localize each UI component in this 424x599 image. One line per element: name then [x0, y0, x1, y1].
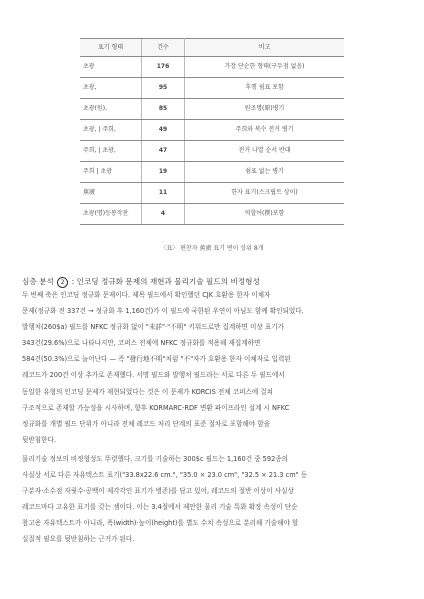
table-cell-form: 초광, — [80, 78, 142, 99]
table-cell-count: 95 — [142, 78, 185, 99]
body-paragraph-2 — [22, 451, 404, 548]
table-cell-note: 전거 나열 순서 반대 — [185, 141, 345, 162]
heading-prefix: 심층 분석 — [22, 277, 54, 286]
table-cell-count: 47 — [142, 141, 185, 162]
paragraph-line: 구분자·소수점 자릿수·공백이 제각각인 표기가 병존)를 담고 있어, 레코드의 절반 이상이 사실상 — [22, 487, 294, 496]
paragraph-line: 343건(29.6%)으로 나타나지만, 코퍼스 전체에 NFKC 정규화를 적용해 재집계하면 — [22, 339, 261, 348]
paragraph-line: 발행처(260$a) 필드를 NFKC 정규화 없이 "未詳"·"不明" 키워드로만 집계하면 미상 표기가 — [22, 323, 284, 332]
paragraph-line: 물리기술 정보의 비정형성도 뚜렷했다. 크기를 기술하는 300$c 필드는 1,160건 중 592종의 — [22, 455, 289, 463]
table-row — [80, 57, 344, 78]
table-row — [80, 78, 344, 99]
table-cell-count: 176 — [142, 57, 185, 78]
table-cell-count: 85 — [142, 99, 185, 120]
paragraph-line: 레코드가 200건 이상 추가로 존재했다. 서명 필드와 발행처 필드라는 서로 다른 두 필드에서 — [22, 371, 285, 380]
table-header-count: 건수 — [142, 39, 185, 57]
table-cell-note: 원조명(原)병기 — [185, 99, 345, 120]
paragraph-line: 동일한 유형의 인코딩 문제가 재현되었다는 것은 이 문제가 KORCIS 전체 코퍼스에 걸쳐 — [22, 387, 274, 396]
heading-number-badge: 2 — [57, 277, 68, 288]
table-cell-count: 49 — [142, 120, 185, 141]
paragraph-line: 사실상 서로 다른 자유텍스트 표기("33.8x22.6 cm.", "35.0 × 23.0 cm", "32.5 × 21.3 cm" 등 — [22, 471, 308, 480]
table-caption: 〈표〉 편찬자 蕉廣 표기 변이 상위 8개 — [160, 245, 264, 252]
table-row — [80, 99, 344, 120]
variant-table — [80, 38, 344, 225]
heading-title: : 인코딩 정규화 문제의 재현과 물리기술 필드의 비정형성 — [71, 277, 260, 286]
section-heading — [22, 276, 260, 288]
table-cell-form: 초광 — [80, 57, 142, 78]
table-cell-form: 蕉廣 — [80, 183, 142, 204]
table-cell-note: 주희와 복수 전거 병기 — [185, 120, 345, 141]
table-header-form: 표기 형태 — [80, 39, 142, 57]
table-cell-note: 쉼표 없는 병기 — [185, 162, 345, 183]
table-cell-note: 가장 단순한 형태(구두점 없음) — [185, 57, 345, 78]
paragraph-line: 문제(정규화 전 337건 → 정규화 후 1,160건)가 이 필드에 국한된 우연이 아님도 함께 확인되었다. — [22, 307, 304, 316]
paragraph-line: 두 번째 축은 인코딩 정규화 문제이다. 제목 필드에서 확인했던 CJK 호환용 한자 이체자 — [22, 291, 271, 299]
paragraph-line: 레코드마다 고유한 표기를 갖는 셈이다. 이는 3.4절에서 제안한 물리 기술 특화 확장 속성이 단순 — [22, 503, 298, 512]
table-header-note: 비고 — [185, 39, 345, 57]
table-cell-form: 초광(원), — [80, 99, 142, 120]
table-header-row — [80, 39, 344, 57]
paragraph-line: 뒷받침한다. — [22, 435, 56, 444]
table-row — [80, 162, 344, 183]
table-cell-note: 한자 표기(스크립트 상이) — [185, 183, 345, 204]
table-cell-count: 11 — [142, 183, 185, 204]
table-cell-form: 주희, | 초광, — [80, 141, 142, 162]
table-cell-form: 초광, | 주희, — [80, 120, 142, 141]
table-cell-note: 역할어(撰)포함 — [185, 204, 345, 225]
table-row — [80, 141, 344, 162]
table-row — [80, 120, 344, 141]
table-row — [80, 204, 344, 225]
paragraph-line: 584건(50.3%)으로 늘어난다 — 즉 "發行地不明"처럼 "不"자가 호환용 한자 이체자로 입력된 — [22, 355, 291, 364]
table-cell-count: 19 — [142, 162, 185, 183]
table-row — [80, 183, 344, 204]
paragraph-line: 실질적 필요를 뒷받침하는 근거가 된다. — [22, 535, 135, 544]
paragraph-line: 참고용 자유텍스트가 아니라, 폭(width)·높이(height)를 별도 수치 속성으로 분리해 기술해야 할 — [22, 519, 299, 528]
table-cell-form: 주희 | 초광 — [80, 162, 142, 183]
body-paragraph-1 — [22, 287, 404, 448]
paragraph-line: 구조적으로 존재할 가능성을 시사하며, 향후 KORMARC-RDF 변환 파이프라인 설계 시 NFKC — [22, 403, 290, 412]
table-cell-note: 후행 쉼표 포함 — [185, 78, 345, 99]
table-cell-count: 4 — [142, 204, 185, 225]
paragraph-line: 정규화를 개별 필드 단위가 아니라 전체 레코드 처리 단계의 표준 절차로 포함해야 함을 — [22, 419, 271, 428]
table-cell-form: 초광(명)등봉작찬 — [80, 204, 142, 225]
